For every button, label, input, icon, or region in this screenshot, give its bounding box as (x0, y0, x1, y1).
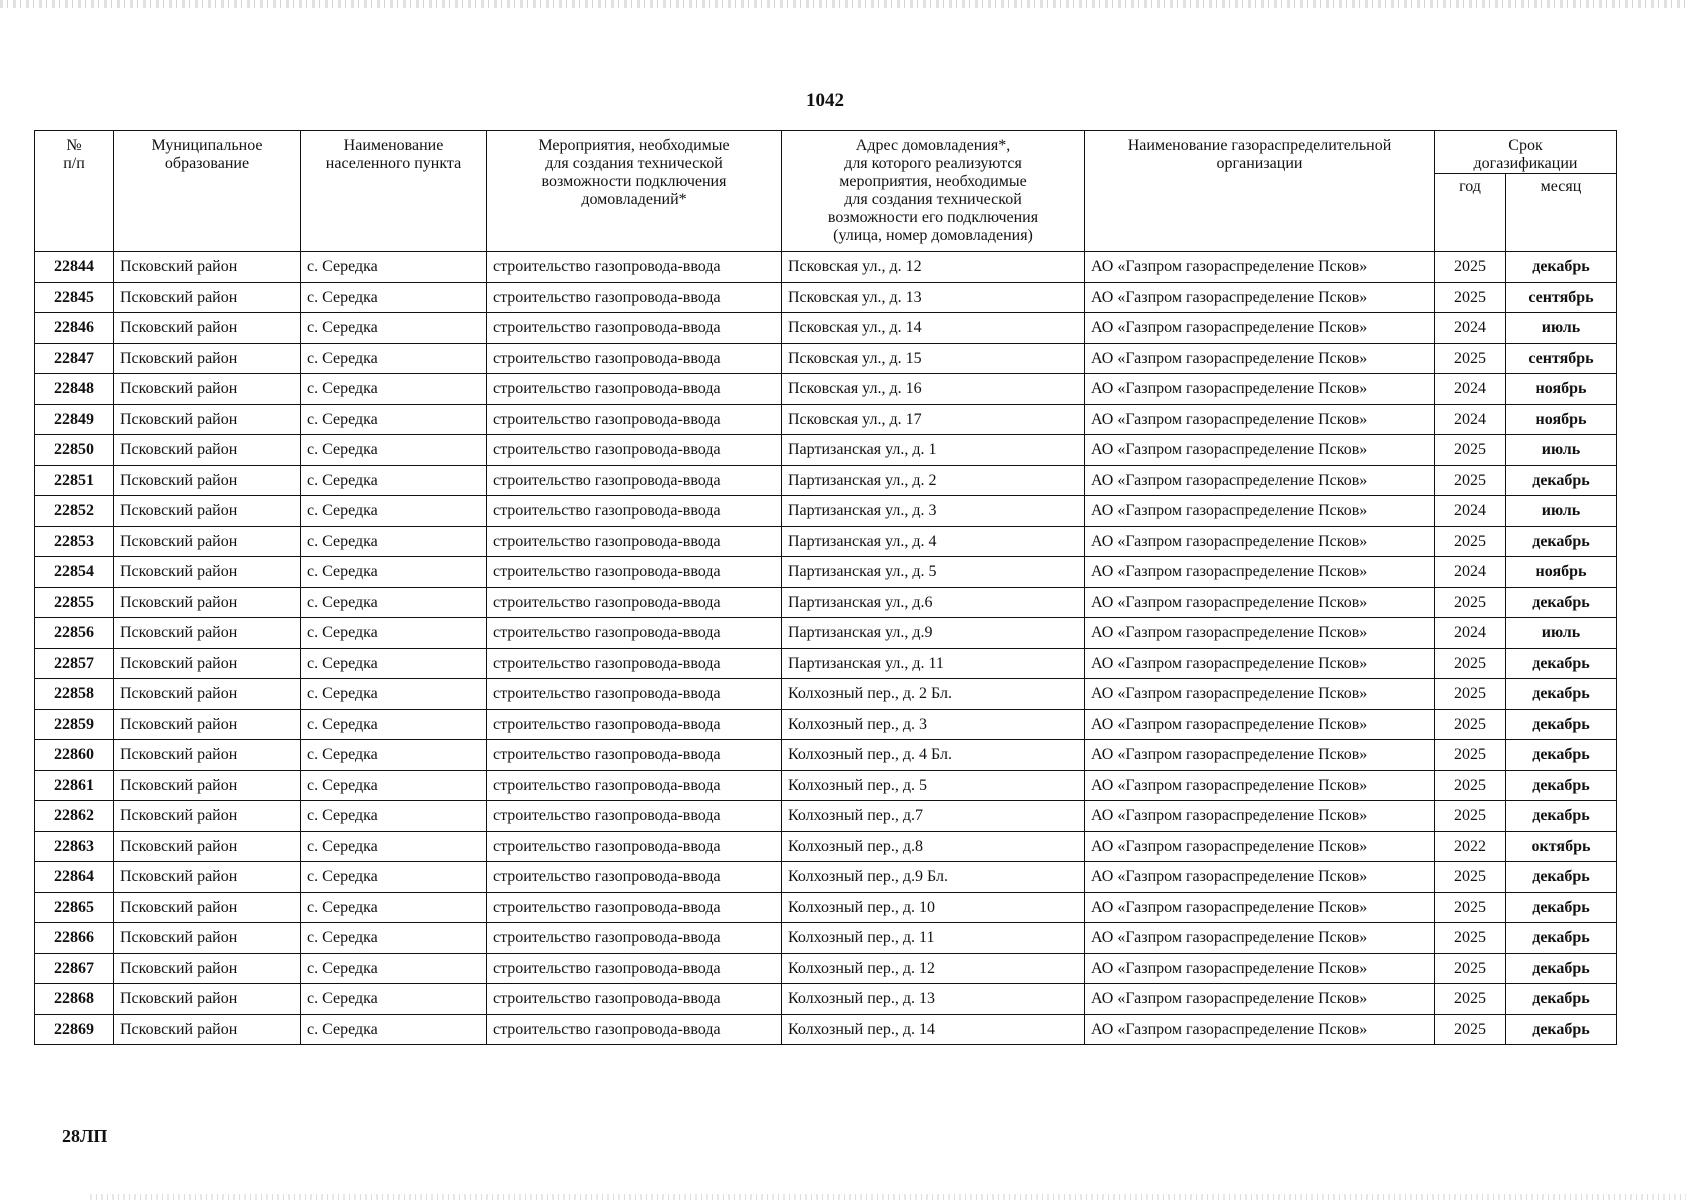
cell-num: 22856 (35, 618, 114, 649)
cell-measure: строительство газопровода-ввода (487, 526, 782, 557)
cell-year: 2025 (1435, 709, 1506, 740)
table-row (35, 526, 1617, 557)
cell-measure: строительство газопровода-ввода (487, 953, 782, 984)
cell-municipality: Псковский район (114, 404, 301, 435)
table-row (35, 435, 1617, 466)
cell-month: декабрь (1506, 953, 1617, 984)
cell-municipality: Псковский район (114, 892, 301, 923)
cell-municipality: Псковский район (114, 801, 301, 832)
cell-measure: строительство газопровода-ввода (487, 435, 782, 466)
table-row (35, 984, 1617, 1015)
cell-settlement: с. Середка (301, 923, 487, 954)
cell-year: 2024 (1435, 618, 1506, 649)
cell-year: 2025 (1435, 801, 1506, 832)
footer-code: 28ЛП (62, 1126, 108, 1146)
cell-settlement: с. Середка (301, 252, 487, 283)
cell-measure: строительство газопровода-ввода (487, 923, 782, 954)
cell-year: 2025 (1435, 862, 1506, 893)
cell-organization: АО «Газпром газораспределение Псков» (1085, 465, 1435, 496)
cell-organization: АО «Газпром газораспределение Псков» (1085, 709, 1435, 740)
cell-address: Партизанская ул., д. 4 (782, 526, 1085, 557)
cell-year: 2025 (1435, 526, 1506, 557)
cell-organization: АО «Газпром газораспределение Псков» (1085, 679, 1435, 710)
table-row (35, 465, 1617, 496)
table-row (35, 343, 1617, 374)
cell-num: 22849 (35, 404, 114, 435)
cell-year: 2025 (1435, 740, 1506, 771)
header-measures: Мероприятия, необходимые для создания технической возможности подключения домовладений* (487, 131, 782, 252)
cell-address: Псковская ул., д. 14 (782, 313, 1085, 344)
cell-measure: строительство газопровода-ввода (487, 770, 782, 801)
cell-organization: АО «Газпром газораспределение Псков» (1085, 374, 1435, 405)
cell-month: ноябрь (1506, 374, 1617, 405)
cell-measure: строительство газопровода-ввода (487, 374, 782, 405)
cell-month: декабрь (1506, 1014, 1617, 1045)
table-row (35, 313, 1617, 344)
cell-municipality: Псковский район (114, 496, 301, 527)
cell-num: 22845 (35, 282, 114, 313)
cell-year: 2025 (1435, 679, 1506, 710)
cell-month: июль (1506, 313, 1617, 344)
cell-year: 2025 (1435, 770, 1506, 801)
table-row (35, 648, 1617, 679)
cell-month: декабрь (1506, 892, 1617, 923)
cell-num: 22847 (35, 343, 114, 374)
cell-municipality: Псковский район (114, 984, 301, 1015)
cell-measure: строительство газопровода-ввода (487, 984, 782, 1015)
cell-organization: АО «Газпром газораспределение Псков» (1085, 313, 1435, 344)
cell-num: 22858 (35, 679, 114, 710)
cell-year: 2025 (1435, 343, 1506, 374)
cell-month: ноябрь (1506, 557, 1617, 588)
cell-num: 22844 (35, 252, 114, 283)
cell-measure: строительство газопровода-ввода (487, 587, 782, 618)
scan-edge-bottom (90, 1194, 1686, 1200)
cell-municipality: Псковский район (114, 282, 301, 313)
cell-municipality: Псковский район (114, 313, 301, 344)
cell-settlement: с. Середка (301, 740, 487, 771)
cell-address: Колхозный пер., д. 12 (782, 953, 1085, 984)
cell-month: ноябрь (1506, 404, 1617, 435)
cell-year: 2025 (1435, 648, 1506, 679)
page-number: 1042 (806, 90, 844, 111)
cell-measure: строительство газопровода-ввода (487, 740, 782, 771)
cell-organization: АО «Газпром газораспределение Псков» (1085, 1014, 1435, 1045)
cell-municipality: Псковский район (114, 435, 301, 466)
cell-settlement: с. Середка (301, 435, 487, 466)
cell-organization: АО «Газпром газораспределение Псков» (1085, 648, 1435, 679)
cell-month: декабрь (1506, 252, 1617, 283)
cell-organization: АО «Газпром газораспределение Псков» (1085, 435, 1435, 466)
cell-year: 2025 (1435, 252, 1506, 283)
cell-settlement: с. Середка (301, 526, 487, 557)
cell-municipality: Псковский район (114, 740, 301, 771)
cell-settlement: с. Середка (301, 892, 487, 923)
cell-year: 2024 (1435, 404, 1506, 435)
cell-address: Колхозный пер., д.7 (782, 801, 1085, 832)
cell-organization: АО «Газпром газораспределение Псков» (1085, 953, 1435, 984)
cell-num: 22863 (35, 831, 114, 862)
cell-address: Псковская ул., д. 15 (782, 343, 1085, 374)
cell-municipality: Псковский район (114, 770, 301, 801)
cell-measure: строительство газопровода-ввода (487, 862, 782, 893)
cell-num: 22855 (35, 587, 114, 618)
cell-measure: строительство газопровода-ввода (487, 496, 782, 527)
cell-settlement: с. Середка (301, 648, 487, 679)
cell-municipality: Псковский район (114, 862, 301, 893)
cell-measure: строительство газопровода-ввода (487, 557, 782, 588)
header-year: год (1435, 174, 1506, 252)
cell-settlement: с. Середка (301, 313, 487, 344)
cell-month: декабрь (1506, 984, 1617, 1015)
cell-num: 22866 (35, 923, 114, 954)
cell-settlement: с. Середка (301, 465, 487, 496)
table-row (35, 953, 1617, 984)
cell-month: декабрь (1506, 770, 1617, 801)
cell-month: декабрь (1506, 801, 1617, 832)
cell-address: Колхозный пер., д. 4 Бл. (782, 740, 1085, 771)
table-row (35, 282, 1617, 313)
cell-address: Партизанская ул., д.6 (782, 587, 1085, 618)
cell-year: 2025 (1435, 923, 1506, 954)
cell-address: Колхозный пер., д. 3 (782, 709, 1085, 740)
header-deadline: Срок догазификации (1435, 131, 1617, 174)
cell-address: Колхозный пер., д. 11 (782, 923, 1085, 954)
cell-municipality: Псковский район (114, 343, 301, 374)
cell-organization: АО «Газпром газораспределение Псков» (1085, 831, 1435, 862)
cell-municipality: Псковский район (114, 557, 301, 588)
cell-settlement: с. Середка (301, 862, 487, 893)
table-row (35, 740, 1617, 771)
cell-month: декабрь (1506, 862, 1617, 893)
cell-municipality: Псковский район (114, 587, 301, 618)
cell-settlement: с. Середка (301, 343, 487, 374)
cell-measure: строительство газопровода-ввода (487, 618, 782, 649)
cell-month: декабрь (1506, 648, 1617, 679)
cell-year: 2025 (1435, 465, 1506, 496)
cell-month: декабрь (1506, 923, 1617, 954)
table-row (35, 862, 1617, 893)
cell-address: Колхозный пер., д. 10 (782, 892, 1085, 923)
cell-address: Колхозный пер., д.9 Бл. (782, 862, 1085, 893)
cell-measure: строительство газопровода-ввода (487, 648, 782, 679)
cell-num: 22859 (35, 709, 114, 740)
gasification-table (34, 130, 1617, 1045)
cell-year: 2024 (1435, 313, 1506, 344)
cell-settlement: с. Середка (301, 618, 487, 649)
table-header (35, 131, 1617, 252)
cell-measure: строительство газопровода-ввода (487, 404, 782, 435)
header-settlement: Наименование населенного пункта (301, 131, 487, 252)
cell-organization: АО «Газпром газораспределение Псков» (1085, 557, 1435, 588)
table-row (35, 801, 1617, 832)
cell-municipality: Псковский район (114, 618, 301, 649)
cell-year: 2025 (1435, 587, 1506, 618)
header-municipality: Муниципальное образование (114, 131, 301, 252)
cell-settlement: с. Середка (301, 679, 487, 710)
header-month: месяц (1506, 174, 1617, 252)
table-row (35, 374, 1617, 405)
cell-month: декабрь (1506, 679, 1617, 710)
cell-address: Партизанская ул., д. 5 (782, 557, 1085, 588)
cell-municipality: Псковский район (114, 648, 301, 679)
cell-settlement: с. Середка (301, 709, 487, 740)
cell-municipality: Псковский район (114, 252, 301, 283)
cell-address: Псковская ул., д. 12 (782, 252, 1085, 283)
cell-num: 22867 (35, 953, 114, 984)
cell-address: Партизанская ул., д. 1 (782, 435, 1085, 466)
cell-measure: строительство газопровода-ввода (487, 679, 782, 710)
cell-municipality: Псковский район (114, 374, 301, 405)
cell-measure: строительство газопровода-ввода (487, 709, 782, 740)
cell-measure: строительство газопровода-ввода (487, 831, 782, 862)
cell-year: 2025 (1435, 892, 1506, 923)
cell-settlement: с. Середка (301, 801, 487, 832)
cell-municipality: Псковский район (114, 831, 301, 862)
cell-year: 2025 (1435, 953, 1506, 984)
cell-organization: АО «Газпром газораспределение Псков» (1085, 587, 1435, 618)
cell-organization: АО «Газпром газораспределение Псков» (1085, 923, 1435, 954)
cell-organization: АО «Газпром газораспределение Псков» (1085, 282, 1435, 313)
table-row (35, 679, 1617, 710)
cell-num: 22853 (35, 526, 114, 557)
cell-municipality: Псковский район (114, 709, 301, 740)
cell-num: 22848 (35, 374, 114, 405)
cell-municipality: Псковский район (114, 923, 301, 954)
table-row (35, 709, 1617, 740)
cell-num: 22869 (35, 1014, 114, 1045)
table-row (35, 618, 1617, 649)
header-address: Адрес домовладения*, для которого реализуются мероприятия, необходимые для создания технической возможности его подключения (улица, номер домовладения) (782, 131, 1085, 252)
scan-edge-top (0, 0, 1686, 8)
cell-address: Партизанская ул., д. 3 (782, 496, 1085, 527)
cell-address: Псковская ул., д. 17 (782, 404, 1085, 435)
table-row (35, 1014, 1617, 1045)
header-num: № п/п (35, 131, 114, 252)
cell-settlement: с. Середка (301, 770, 487, 801)
header-organization: Наименование газораспределительной организации (1085, 131, 1435, 252)
cell-month: декабрь (1506, 526, 1617, 557)
table-body (35, 252, 1617, 1045)
table-row (35, 404, 1617, 435)
cell-month: декабрь (1506, 587, 1617, 618)
table-row (35, 496, 1617, 527)
cell-num: 22846 (35, 313, 114, 344)
cell-measure: строительство газопровода-ввода (487, 465, 782, 496)
cell-num: 22865 (35, 892, 114, 923)
cell-organization: АО «Газпром газораспределение Псков» (1085, 801, 1435, 832)
cell-month: сентябрь (1506, 343, 1617, 374)
cell-address: Колхозный пер., д. 13 (782, 984, 1085, 1015)
cell-address: Колхозный пер., д.8 (782, 831, 1085, 862)
cell-num: 22854 (35, 557, 114, 588)
cell-measure: строительство газопровода-ввода (487, 1014, 782, 1045)
cell-organization: АО «Газпром газораспределение Псков» (1085, 404, 1435, 435)
cell-organization: АО «Газпром газораспределение Псков» (1085, 740, 1435, 771)
cell-num: 22868 (35, 984, 114, 1015)
cell-municipality: Псковский район (114, 953, 301, 984)
table-row (35, 923, 1617, 954)
cell-measure: строительство газопровода-ввода (487, 892, 782, 923)
cell-settlement: с. Середка (301, 953, 487, 984)
cell-organization: АО «Газпром газораспределение Псков» (1085, 526, 1435, 557)
table-row (35, 587, 1617, 618)
cell-address: Колхозный пер., д. 5 (782, 770, 1085, 801)
cell-address: Псковская ул., д. 16 (782, 374, 1085, 405)
cell-measure: строительство газопровода-ввода (487, 252, 782, 283)
cell-organization: АО «Газпром газораспределение Псков» (1085, 984, 1435, 1015)
cell-municipality: Псковский район (114, 679, 301, 710)
cell-address: Колхозный пер., д. 14 (782, 1014, 1085, 1045)
cell-settlement: с. Середка (301, 1014, 487, 1045)
cell-month: декабрь (1506, 709, 1617, 740)
cell-settlement: с. Середка (301, 557, 487, 588)
cell-num: 22850 (35, 435, 114, 466)
cell-settlement: с. Середка (301, 831, 487, 862)
cell-organization: АО «Газпром газораспределение Псков» (1085, 618, 1435, 649)
cell-settlement: с. Середка (301, 374, 487, 405)
cell-num: 22851 (35, 465, 114, 496)
cell-measure: строительство газопровода-ввода (487, 282, 782, 313)
cell-year: 2025 (1435, 984, 1506, 1015)
cell-month: июль (1506, 496, 1617, 527)
cell-num: 22861 (35, 770, 114, 801)
cell-settlement: с. Середка (301, 984, 487, 1015)
table-row (35, 831, 1617, 862)
cell-measure: строительство газопровода-ввода (487, 343, 782, 374)
cell-municipality: Псковский район (114, 526, 301, 557)
cell-month: декабрь (1506, 465, 1617, 496)
table-row (35, 770, 1617, 801)
cell-year: 2024 (1435, 496, 1506, 527)
cell-organization: АО «Газпром газораспределение Псков» (1085, 343, 1435, 374)
cell-num: 22852 (35, 496, 114, 527)
cell-organization: АО «Газпром газораспределение Псков» (1085, 770, 1435, 801)
cell-municipality: Псковский район (114, 465, 301, 496)
cell-month: июль (1506, 618, 1617, 649)
cell-address: Партизанская ул., д.9 (782, 618, 1085, 649)
cell-year: 2024 (1435, 374, 1506, 405)
cell-year: 2025 (1435, 1014, 1506, 1045)
cell-organization: АО «Газпром газораспределение Псков» (1085, 892, 1435, 923)
cell-settlement: с. Середка (301, 404, 487, 435)
cell-measure: строительство газопровода-ввода (487, 313, 782, 344)
cell-year: 2025 (1435, 435, 1506, 466)
table-row (35, 557, 1617, 588)
cell-address: Псковская ул., д. 13 (782, 282, 1085, 313)
cell-address: Партизанская ул., д. 11 (782, 648, 1085, 679)
cell-settlement: с. Середка (301, 587, 487, 618)
cell-year: 2024 (1435, 557, 1506, 588)
cell-year: 2022 (1435, 831, 1506, 862)
cell-month: сентябрь (1506, 282, 1617, 313)
cell-measure: строительство газопровода-ввода (487, 801, 782, 832)
cell-settlement: с. Середка (301, 496, 487, 527)
cell-month: декабрь (1506, 740, 1617, 771)
cell-municipality: Псковский район (114, 1014, 301, 1045)
cell-month: июль (1506, 435, 1617, 466)
table-row (35, 892, 1617, 923)
cell-month: октябрь (1506, 831, 1617, 862)
cell-organization: АО «Газпром газораспределение Псков» (1085, 496, 1435, 527)
cell-num: 22864 (35, 862, 114, 893)
cell-organization: АО «Газпром газораспределение Псков» (1085, 862, 1435, 893)
cell-address: Колхозный пер., д. 2 Бл. (782, 679, 1085, 710)
cell-num: 22862 (35, 801, 114, 832)
cell-address: Партизанская ул., д. 2 (782, 465, 1085, 496)
cell-num: 22860 (35, 740, 114, 771)
cell-settlement: с. Середка (301, 282, 487, 313)
cell-num: 22857 (35, 648, 114, 679)
table-row (35, 252, 1617, 283)
cell-organization: АО «Газпром газораспределение Псков» (1085, 252, 1435, 283)
cell-year: 2025 (1435, 282, 1506, 313)
